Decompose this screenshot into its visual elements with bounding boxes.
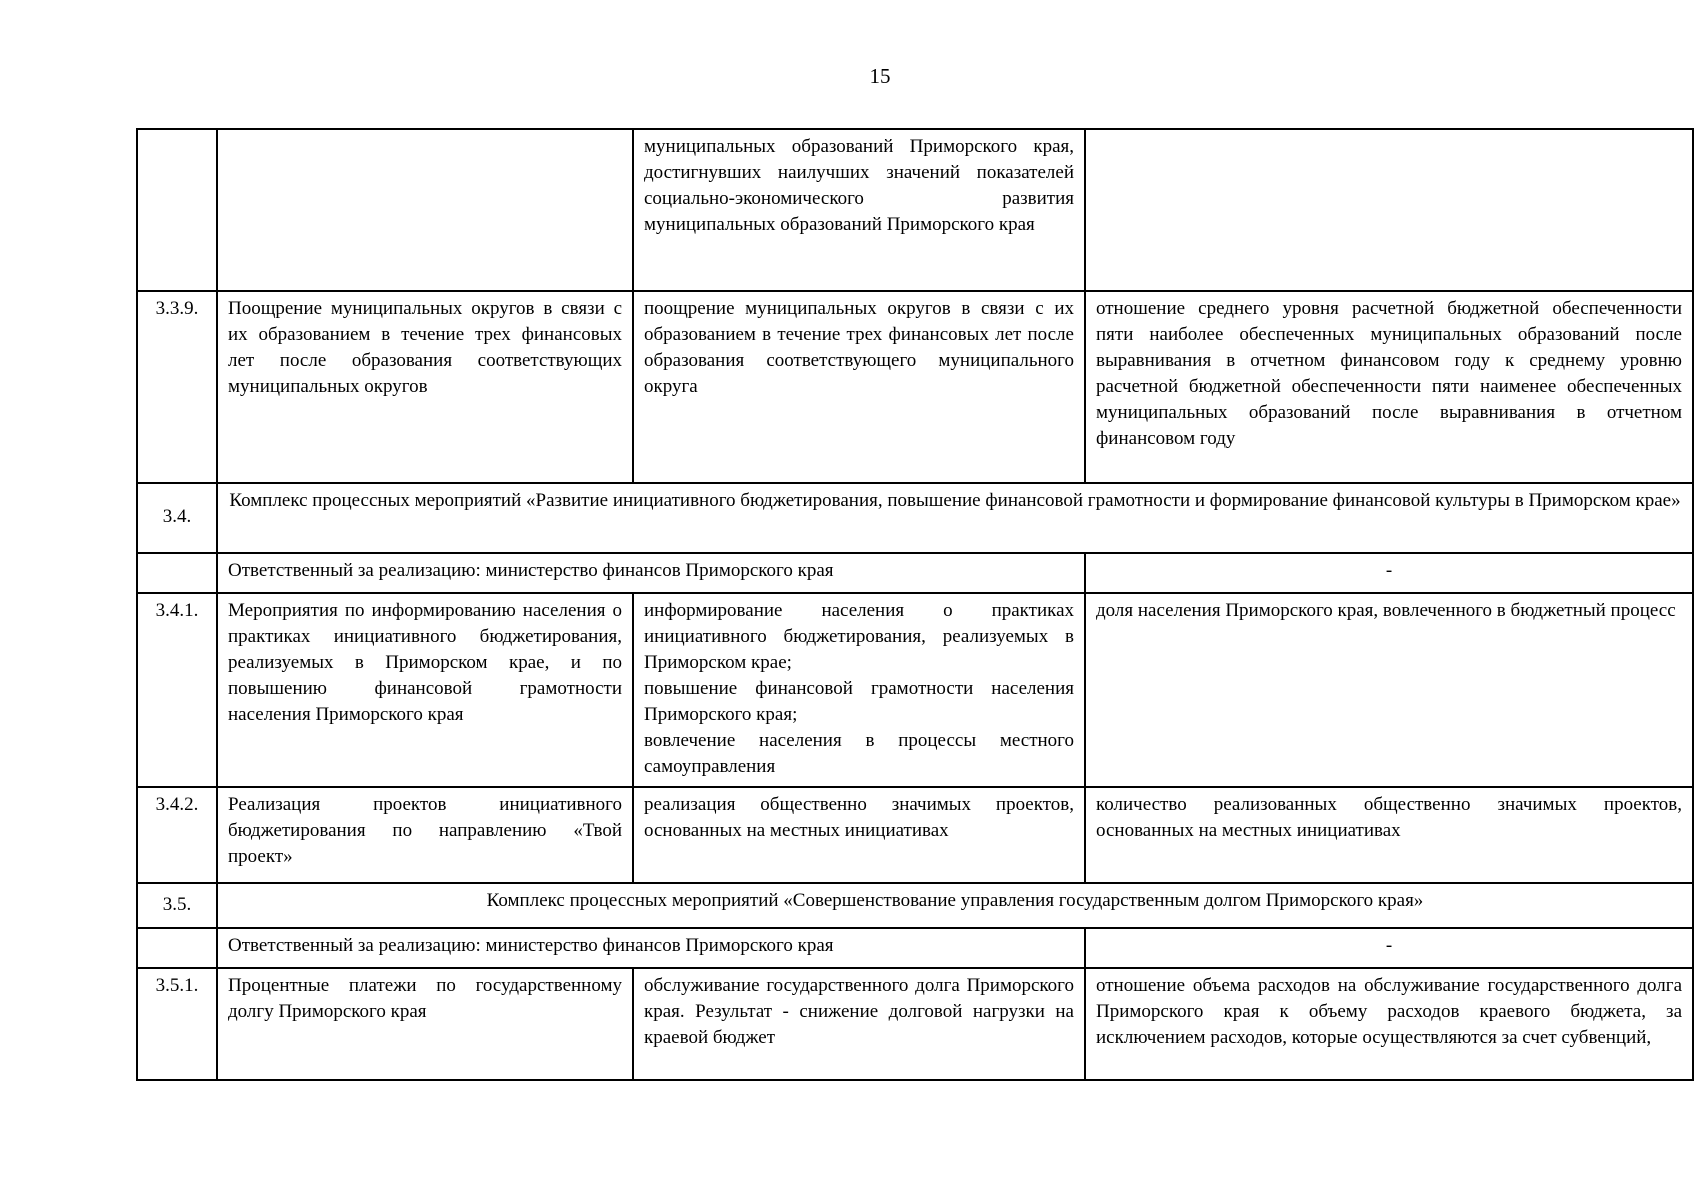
activity-name bbox=[217, 129, 633, 291]
responsible-row-3-5 bbox=[137, 928, 1693, 968]
activity-indicator bbox=[1085, 129, 1693, 291]
table-row-continuation bbox=[137, 129, 1693, 291]
task-line: информирование населения о практиках инициативного бюджетирования, реализуемых в Приморском крае; bbox=[644, 600, 1074, 673]
row-number: 3.3.9. bbox=[137, 291, 217, 483]
responsible-row-3-4 bbox=[137, 553, 1693, 593]
activity-indicator: количество реализованных общественно значимых проектов, основанных на местных инициативах bbox=[1085, 787, 1693, 883]
activity-task: обслуживание государственного долга Приморского края. Результат - снижение долговой нагрузки на краевой бюджет bbox=[633, 968, 1085, 1080]
task-line: вовлечение населения в процессы местного самоуправления bbox=[644, 730, 1074, 777]
activity-name: Реализация проектов инициативного бюджетирования по направлению «Твой проект» bbox=[217, 787, 633, 883]
empty-cell bbox=[137, 928, 217, 968]
activity-name: Процентные платежи по государственному долгу Приморского края bbox=[217, 968, 633, 1080]
section-title: Комплекс процессных мероприятий «Совершенствование управления государственным долгом Приморского края» bbox=[217, 883, 1693, 928]
section-row-3-4 bbox=[137, 483, 1693, 553]
table-row-3-4-1 bbox=[137, 593, 1693, 787]
row-number: 3.4.2. bbox=[137, 787, 217, 883]
row-number: 3.5.1. bbox=[137, 968, 217, 1080]
table-row-3-5-1 bbox=[137, 968, 1693, 1080]
page-number: 15 bbox=[869, 64, 891, 88]
responsible-value: - bbox=[1085, 928, 1693, 968]
section-title: Комплекс процессных мероприятий «Развитие инициативного бюджетирования, повышение финансовой грамотности и формирование финансовой культуры в Приморском крае» bbox=[217, 483, 1693, 553]
activity-name: Мероприятия по информированию населения о практиках инициативного бюджетирования, реализуемых в Приморском крае, и по повышению финансовой грамотности населения Приморского края bbox=[217, 593, 633, 787]
activity-indicator: доля населения Приморского края, вовлеченного в бюджетный процесс bbox=[1085, 593, 1693, 787]
empty-cell bbox=[137, 553, 217, 593]
activity-indicator: отношение объема расходов на обслуживание государственного долга Приморского края к объему расходов краевого бюджета, за исключением расходов, которые осуществляются за счет субвенций, bbox=[1085, 968, 1693, 1080]
activity-name: Поощрение муниципальных округов в связи с их образованием в течение трех финансовых лет после образования соответствующих муниципальных округов bbox=[217, 291, 633, 483]
activity-indicator: отношение среднего уровня расчетной бюджетной обеспеченности пяти наиболее обеспеченных муниципальных образований после выравнивания в отчетном финансовом году к среднему уровню расчетной бюджетной обеспеченности пяти наименее обеспеченных муниципальных образований после выравнивания в отчетном финансовом году bbox=[1085, 291, 1693, 483]
activity-task: реализация общественно значимых проектов, основанных на местных инициативах bbox=[633, 787, 1085, 883]
responsible-value: - bbox=[1085, 553, 1693, 593]
section-row-3-5 bbox=[137, 883, 1693, 928]
section-number: 3.5. bbox=[137, 883, 217, 928]
activity-task bbox=[633, 593, 1085, 787]
activity-task: поощрение муниципальных округов в связи с их образованием в течение трех финансовых лет после образования соответствующего муниципального округа bbox=[633, 291, 1085, 483]
task-line: повышение финансовой грамотности населения Приморского края; bbox=[644, 678, 1074, 725]
activity-task: муниципальных образований Приморского края, достигнувших наилучших значений показателей социально-экономического развития муниципальных образований Приморского края bbox=[633, 129, 1085, 291]
responsible-label: Ответственный за реализацию: министерство финансов Приморского края bbox=[217, 553, 1085, 593]
responsible-label: Ответственный за реализацию: министерство финансов Приморского края bbox=[217, 928, 1085, 968]
table-row-3-3-9 bbox=[137, 291, 1693, 483]
row-number bbox=[137, 129, 217, 291]
activities-table bbox=[136, 128, 1694, 1081]
row-number: 3.4.1. bbox=[137, 593, 217, 787]
section-number: 3.4. bbox=[137, 483, 217, 553]
table-row-3-4-2 bbox=[137, 787, 1693, 883]
